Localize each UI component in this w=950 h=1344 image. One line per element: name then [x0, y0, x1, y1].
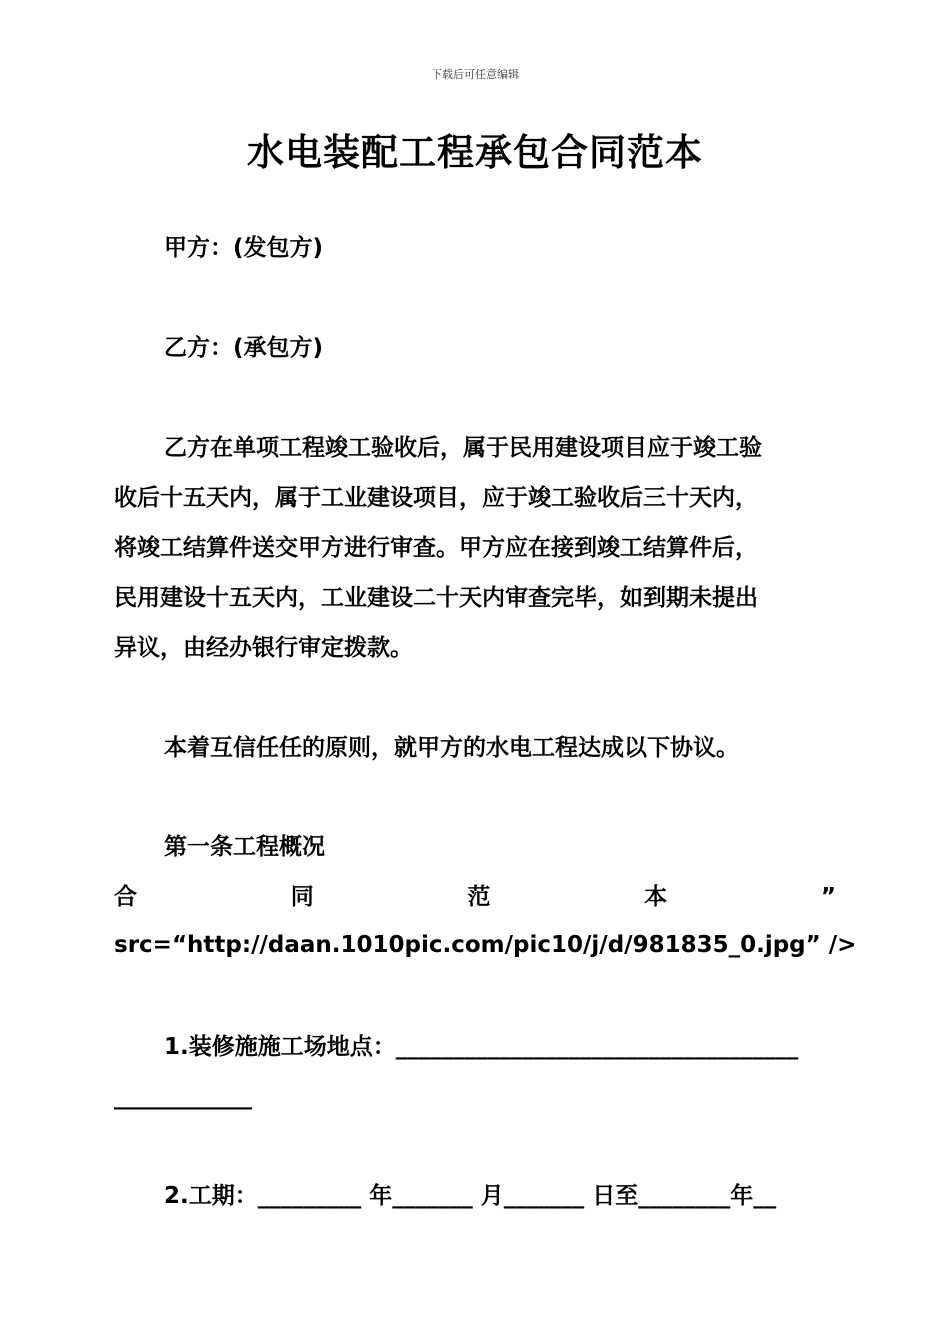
spread-char: ”: [820, 884, 836, 910]
party-a-line: 甲方：(发包方): [164, 235, 324, 261]
spread-char: 本: [644, 884, 668, 910]
paragraph-line: 民用建设十五天内，工业建设二十天内审查完毕，如到期未提出: [114, 585, 758, 611]
spread-char: 合: [114, 884, 137, 910]
item-1-site-location: 1.装修施施工场地点：___________________________________: [164, 1034, 799, 1060]
paragraph-line: 异议，由经办银行审定拨款。: [114, 635, 413, 661]
item-2-duration: 2.工期：_________ 年_______ 月_______ 日至________年__: [164, 1183, 777, 1209]
item-1-continuation: ____________: [114, 1084, 252, 1110]
paragraph-line: 将竣工结算件送交甲方进行审查。甲方应在接到竣工结算件后，: [114, 535, 758, 561]
agreement-statement: 本着互信任任的原则，就甲方的水电工程达成以下协议。: [164, 735, 739, 761]
page-header-note: 下载后可任意编辑: [431, 68, 519, 81]
spread-char: 范: [467, 884, 491, 910]
document-title: 水电装配工程承包合同范本: [247, 130, 703, 174]
spread-text-line: [114, 882, 836, 912]
party-b-line: 乙方：(承包方): [164, 335, 324, 361]
article-1-heading: 第一条工程概况: [164, 834, 325, 860]
paragraph-line: 乙方在单项工程竣工验收后，属于民用建设项目应于竣工验: [164, 435, 762, 461]
paragraph-line: 收后十五天内，属于工业建设项目，应于竣工验收后三十天内，: [114, 485, 758, 511]
spread-char: 同: [290, 884, 314, 910]
image-src-text: src=“http://daan.1010pic.com/pic10/j/d/981835_0.jpg” />: [114, 932, 857, 958]
